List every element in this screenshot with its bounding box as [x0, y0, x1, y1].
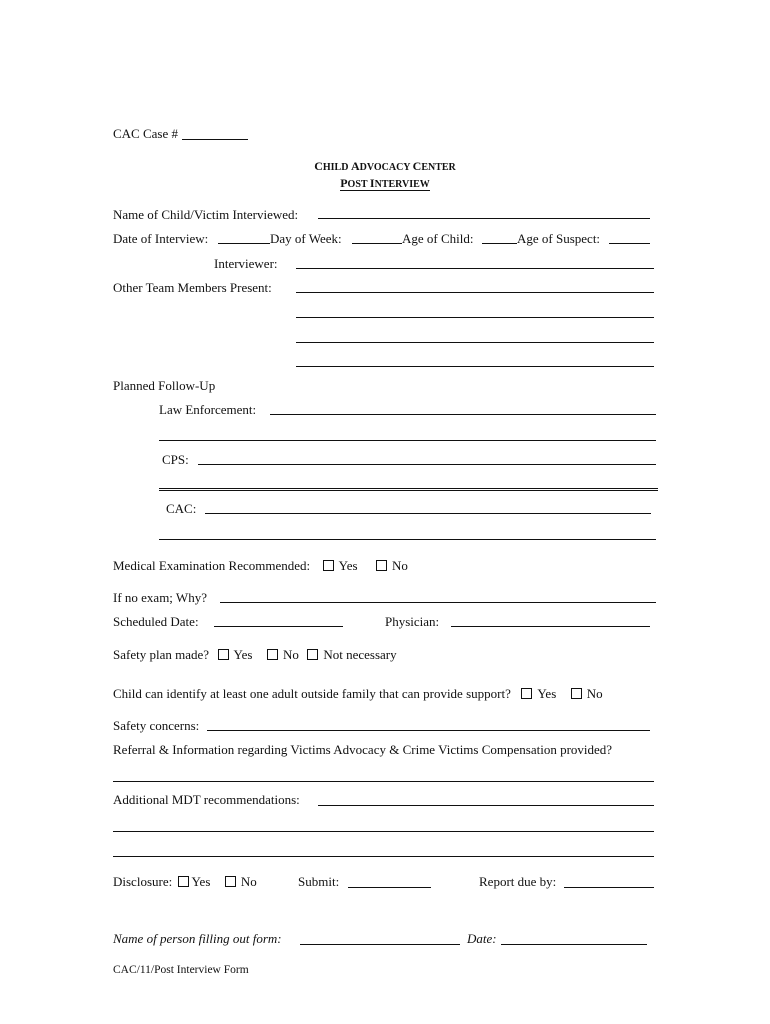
- cps-input-2[interactable]: [159, 488, 658, 491]
- physician-input[interactable]: [451, 626, 650, 627]
- date-input[interactable]: [501, 944, 647, 945]
- cps-label: CPS:: [162, 452, 189, 467]
- report-due-label: Report due by:: [479, 874, 557, 889]
- child-identify-yes-label: Yes: [537, 686, 557, 701]
- scheduled-date-label: Scheduled Date:: [113, 614, 199, 629]
- age-suspect-label: Age of Suspect:: [517, 231, 601, 246]
- other-team-input-3[interactable]: [296, 342, 654, 343]
- physician-label: Physician:: [385, 614, 440, 629]
- law-enforcement-input-1[interactable]: [270, 414, 656, 415]
- name-child-input[interactable]: [318, 218, 650, 219]
- medical-exam-label: Medical Examination Recommended:: [113, 558, 311, 573]
- law-enforcement-input-2[interactable]: [159, 440, 656, 441]
- report-due-input[interactable]: [564, 887, 654, 888]
- case-number-field: [113, 126, 248, 142]
- medical-exam-row: [113, 558, 408, 574]
- other-team-input-4[interactable]: [296, 366, 654, 367]
- child-identify-label: Child can identify at least one adult outside family that can provide support?: [113, 686, 511, 701]
- safety-plan-label: Safety plan made?: [113, 647, 210, 662]
- medical-yes-label: Yes: [338, 558, 358, 573]
- interviewer-input[interactable]: [296, 268, 654, 269]
- medical-no-label: No: [392, 558, 408, 573]
- safety-plan-row: [113, 647, 397, 663]
- safety-plan-not-necessary-checkbox[interactable]: [307, 649, 318, 660]
- form-id-footer: CAC/11/Post Interview Form: [113, 964, 249, 976]
- date-interview-input[interactable]: [218, 243, 270, 244]
- form-title: CHILD ADVOCACY CENTER: [314, 159, 456, 173]
- child-identify-row: [113, 686, 603, 702]
- disclosure-label: Disclosure:: [113, 874, 173, 889]
- disclosure-yes-label: Yes: [191, 874, 211, 889]
- child-identify-no-label: No: [586, 686, 603, 701]
- additional-mdt-input-1[interactable]: [318, 805, 654, 806]
- safety-plan-not-necessary-label: Not necessary: [323, 647, 397, 662]
- safety-plan-no-checkbox[interactable]: [267, 649, 278, 660]
- disclosure-no-label: No: [240, 874, 257, 889]
- additional-mdt-label: Additional MDT recommendations:: [113, 792, 300, 807]
- referral-label: Referral & Information regarding Victims Advocacy & Crime Victims Compensation provided?: [113, 742, 613, 757]
- planned-followup-heading: Planned Follow-Up: [113, 378, 216, 393]
- law-enforcement-label: Law Enforcement:: [159, 402, 257, 417]
- if-no-exam-label: If no exam; Why?: [113, 590, 207, 605]
- interviewer-label: Interviewer:: [214, 256, 278, 271]
- age-child-input[interactable]: [482, 243, 517, 244]
- cac-input-1[interactable]: [205, 513, 651, 514]
- name-person-label: Name of person filling out form:: [113, 931, 282, 946]
- name-child-label: Name of Child/Victim Interviewed:: [113, 207, 299, 222]
- age-child-label: Age of Child:: [402, 231, 474, 246]
- safety-plan-yes-checkbox[interactable]: [218, 649, 229, 660]
- day-of-week-label: Day of Week:: [270, 231, 342, 246]
- other-team-input-1[interactable]: [296, 292, 654, 293]
- submit-input[interactable]: [348, 887, 431, 888]
- disclosure-no-checkbox[interactable]: [225, 876, 236, 887]
- safety-plan-no-label: No: [282, 647, 299, 662]
- additional-mdt-input-2[interactable]: [113, 831, 654, 832]
- if-no-exam-input[interactable]: [220, 602, 656, 603]
- disclosure-yes-checkbox[interactable]: [178, 876, 189, 887]
- case-number-label: CAC Case #: [113, 126, 178, 141]
- day-of-week-input[interactable]: [352, 243, 402, 244]
- safety-concerns-input[interactable]: [207, 730, 650, 731]
- case-number-blank[interactable]: [182, 128, 248, 140]
- additional-mdt-input-3[interactable]: [113, 856, 654, 857]
- child-identify-no-checkbox[interactable]: [571, 688, 582, 699]
- date-label: Date:: [467, 931, 497, 946]
- other-team-label: Other Team Members Present:: [113, 280, 272, 295]
- referral-input[interactable]: [113, 781, 654, 782]
- safety-concerns-label: Safety concerns:: [113, 718, 200, 733]
- date-interview-label: Date of Interview:: [113, 231, 209, 246]
- cac-input-2[interactable]: [159, 539, 656, 540]
- form-subtitle: POST INTERVIEW: [340, 176, 430, 190]
- child-identify-yes-checkbox[interactable]: [521, 688, 532, 699]
- name-person-input[interactable]: [300, 944, 460, 945]
- scheduled-date-input[interactable]: [214, 626, 343, 627]
- age-suspect-input[interactable]: [609, 243, 650, 244]
- other-team-input-2[interactable]: [296, 317, 654, 318]
- medical-no-checkbox[interactable]: [376, 560, 387, 571]
- submit-label: Submit:: [298, 874, 340, 889]
- disclosure-row: [113, 874, 257, 890]
- cps-input-1[interactable]: [198, 464, 656, 465]
- safety-plan-yes-label: Yes: [233, 647, 253, 662]
- cac-label: CAC:: [166, 501, 197, 516]
- medical-yes-checkbox[interactable]: [323, 560, 334, 571]
